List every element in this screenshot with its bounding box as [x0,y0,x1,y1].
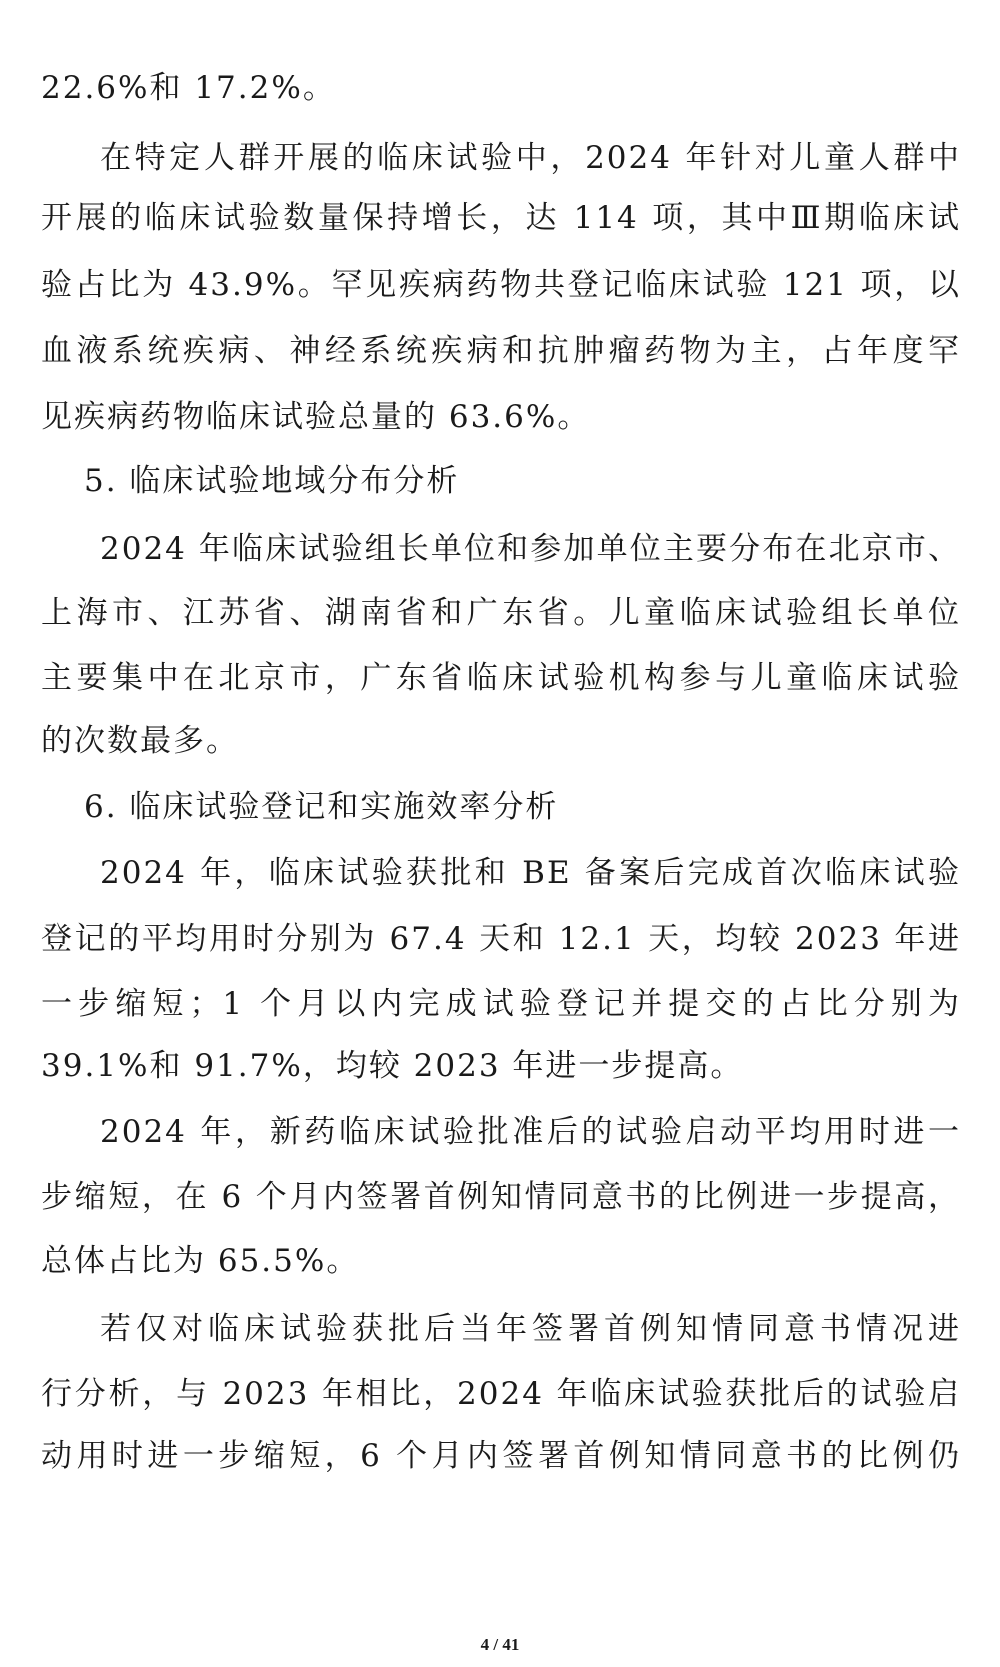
text-line-17: 2024 年，新药临床试验批准后的试验启动平均用时进一 [100,1114,961,1150]
text-line-6: 见疾病药物临床试验总量的 63.6%。 [41,399,591,435]
text-line-16: 39.1%和 91.7%，均较 2023 年进一步提高。 [41,1048,744,1084]
text-line-10: 主要集中在北京市，广东省临床试验机构参与儿童临床试验 [41,660,961,696]
text-line-20: 若仅对临床试验获批后当年签署首例知情同意书情况进 [100,1311,961,1347]
text-line-2: 在特定人群开展的临床试验中，2024 年针对儿童人群中 [100,140,961,176]
text-line-22: 动用时进一步缩短，6 个月内签署首例知情同意书的比例仍 [41,1438,961,1474]
text-line-13: 2024 年，临床试验获批和 BE 备案后完成首次临床试验 [100,855,961,891]
text-line-8: 2024 年临床试验组长单位和参加单位主要分布在北京市、 [100,531,961,567]
text-line-15: 一步缩短；1 个月以内完成试验登记并提交的占比分别为 [41,986,961,1022]
text-line-11: 的次数最多。 [41,723,239,759]
text-line-9: 上海市、江苏省、湖南省和广东省。儿童临床试验组长单位 [41,595,961,631]
text-line-4: 验占比为 43.9%。罕见疾病药物共登记临床试验 121 项，以 [41,267,961,303]
text-line-14: 登记的平均用时分别为 67.4 天和 12.1 天，均较 2023 年进 [41,921,961,957]
section-heading-6: 6. 临床试验登记和实施效率分析 [84,789,559,825]
text-line-3: 开展的临床试验数量保持增长，达 114 项，其中Ⅲ期临床试 [41,200,961,236]
section-heading-5: 5. 临床试验地域分布分析 [84,463,460,499]
text-line-18: 步缩短，在 6 个月内签署首例知情同意书的比例进一步提高， [41,1179,961,1215]
text-line-19: 总体占比为 65.5%。 [41,1243,360,1279]
text-line-5: 血液系统疾病、神经系统疾病和抗肿瘤药物为主，占年度罕 [41,333,961,369]
page-number-indicator: 4 / 41 [480,1635,520,1654]
text-line-21: 行分析，与 2023 年相比，2024 年临床试验获批后的试验启 [41,1376,961,1412]
text-line-1: 22.6%和 17.2%。 [41,70,336,106]
